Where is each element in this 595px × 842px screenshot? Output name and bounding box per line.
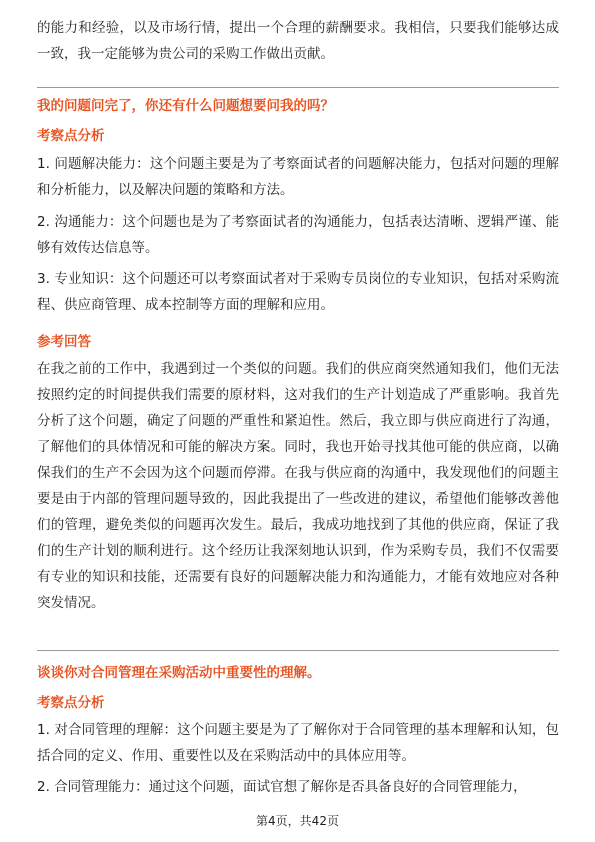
- section-divider-2: [37, 650, 559, 651]
- q1-analysis-label: 考察点分析: [37, 128, 105, 144]
- q1-answer-label: 参考回答: [37, 334, 91, 350]
- q1-point-2: 2. 沟通能力：这个问题也是为了考察面试者的沟通能力，包括表达清晰、逻辑严谨、能够有效传达信息等。: [37, 214, 559, 256]
- q2-point-1: 1. 对合同管理的理解：这个问题主要是为了了解你对于合同管理的基本理解和认知，包括合同的定义、作用、重要性以及在采购活动中的具体应用等。: [37, 722, 559, 764]
- q1-point-1: 1. 问题解决能力：这个问题主要是为了考察面试者的问题解决能力，包括对问题的理解和分析能力，以及解决问题的策略和方法。: [37, 156, 559, 198]
- q2-point-2: 2. 合同管理能力：通过这个问题，面试官想了解你是否具备良好的合同管理能力，: [37, 779, 527, 795]
- question-2-title: 谈谈你对合同管理在采购活动中重要性的理解。: [37, 665, 321, 681]
- q2-analysis-label: 考察点分析: [37, 695, 105, 711]
- question-1-title: 我的问题问完了，你还有什么问题想要问我的吗？: [37, 98, 334, 114]
- q1-answer: 在我之前的工作中，我遇到过一个类似的问题。我们的供应商突然通知我们，他们无法按照约定的时间提供我们需要的原材料，这对我们的生产计划造成了严重影响。我首先分析了这个问题，确定了问题的严重性和紧迫性。然后，我立即与供应商进行了沟通，了解他们的具体情况和可能的解决方案。同时，我也开始寻找其他可能的供应商，以确保我们的生产不会因为这个问题而停滞。在我与供应商的沟通中，我发现他们的问题主要是由于内部的管理问题导致的，因此我提出了一些改进的建议，希望他们能够改善他们的管理，避免类似的问题再次发生。最后，我成功地找到了其他的供应商，保证了我们的生产计划的顺利进行。这个经历让我深刻地认识到，作为采购专员，我们不仅需要有专业的知识和技能，还需要有良好的问题解决能力和沟通能力，才能有效地应对各种突发情况。: [37, 361, 559, 611]
- intro-paragraph: 的能力和经验，以及市场行情，提出一个合理的薪酬要求。我相信，只要我们能够达成一致，我一定能够为贵公司的采购工作做出贡献。: [37, 20, 559, 62]
- page-number: 第4页，共42页: [256, 814, 339, 828]
- q1-point-3: 3. 专业知识：这个问题还可以考察面试者对于采购专员岗位的专业知识，包括对采购流程、供应商管理、成本控制等方面的理解和应用。: [37, 271, 559, 313]
- section-divider: [37, 87, 559, 88]
